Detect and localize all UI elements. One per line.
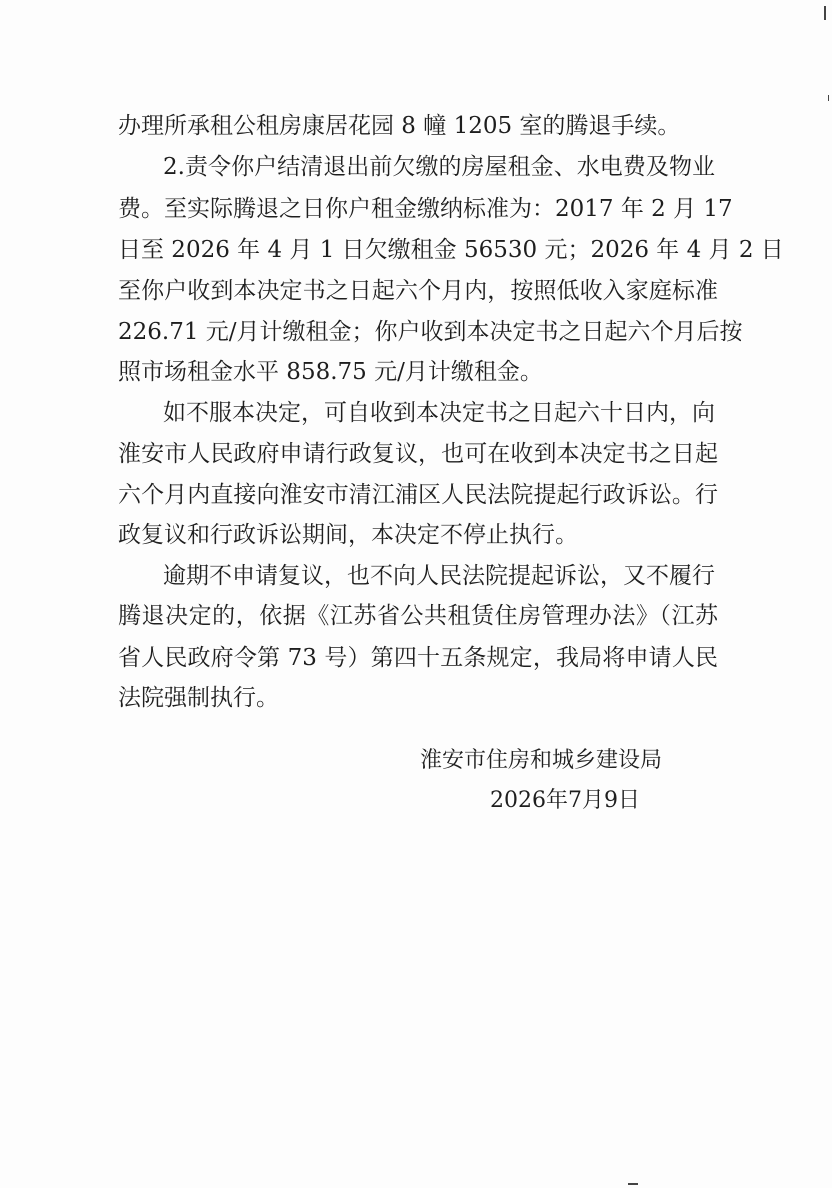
paragraph-4-line-3: 省人民政府令第 73 号）第四十五条规定，我局将申请人民: [118, 645, 718, 671]
scan-artifact-mark: [824, 6, 826, 20]
paragraph-4-line-1: 逾期不申请复议，也不向人民法院提起诉讼，又不履行: [163, 563, 715, 589]
paragraph-1-line-1: 办理所承租公租房康居花园 8 幢 1205 室的腾退手续。: [118, 113, 681, 139]
paragraph-4-line-4: 法院强制执行。: [118, 685, 279, 711]
paragraph-3-line-4: 政复议和行政诉讼期间，本决定不停止执行。: [118, 522, 578, 548]
paragraph-2-line-2: 费。至实际腾退之日你户租金缴纳标准为：2017 年 2 月 17: [118, 196, 733, 222]
paragraph-3-line-1: 如不服本决定，可自收到本决定书之日起六十日内，向: [163, 400, 715, 426]
paragraph-2-line-1: 2.责令你户结清退出前欠缴的房屋租金、水电费及物业: [163, 154, 715, 180]
paragraph-3-line-2: 淮安市人民政府申请行政复议，也可在收到本决定书之日起: [118, 441, 718, 467]
paragraph-2-line-3: 日至 2026 年 4 月 1 日欠缴租金 56530 元；2026 年 4 月 2 日: [118, 237, 784, 263]
paragraph-4-line-2: 腾退决定的，依据《江苏省公共租赁住房管理办法》（江苏: [118, 603, 718, 629]
scan-artifact-mark: [828, 95, 829, 101]
paragraph-2-line-5: 226.71 元/月计缴租金；你户收到本决定书之日起六个月后按: [118, 319, 743, 345]
paragraph-3-line-3: 六个月内直接向淮安市清江浦区人民法院提起行政诉讼。行: [118, 482, 718, 508]
paragraph-2-line-4: 至你户收到本决定书之日起六个月内，按照低收入家庭标准: [118, 278, 718, 304]
scan-artifact-mark: [628, 1183, 638, 1185]
issue-date: 2026年7月9日: [490, 788, 640, 813]
paragraph-2-line-6: 照市场租金水平 858.75 元/月计缴租金。: [118, 359, 543, 385]
issuing-authority: 淮安市住房和城乡建设局: [420, 748, 663, 773]
